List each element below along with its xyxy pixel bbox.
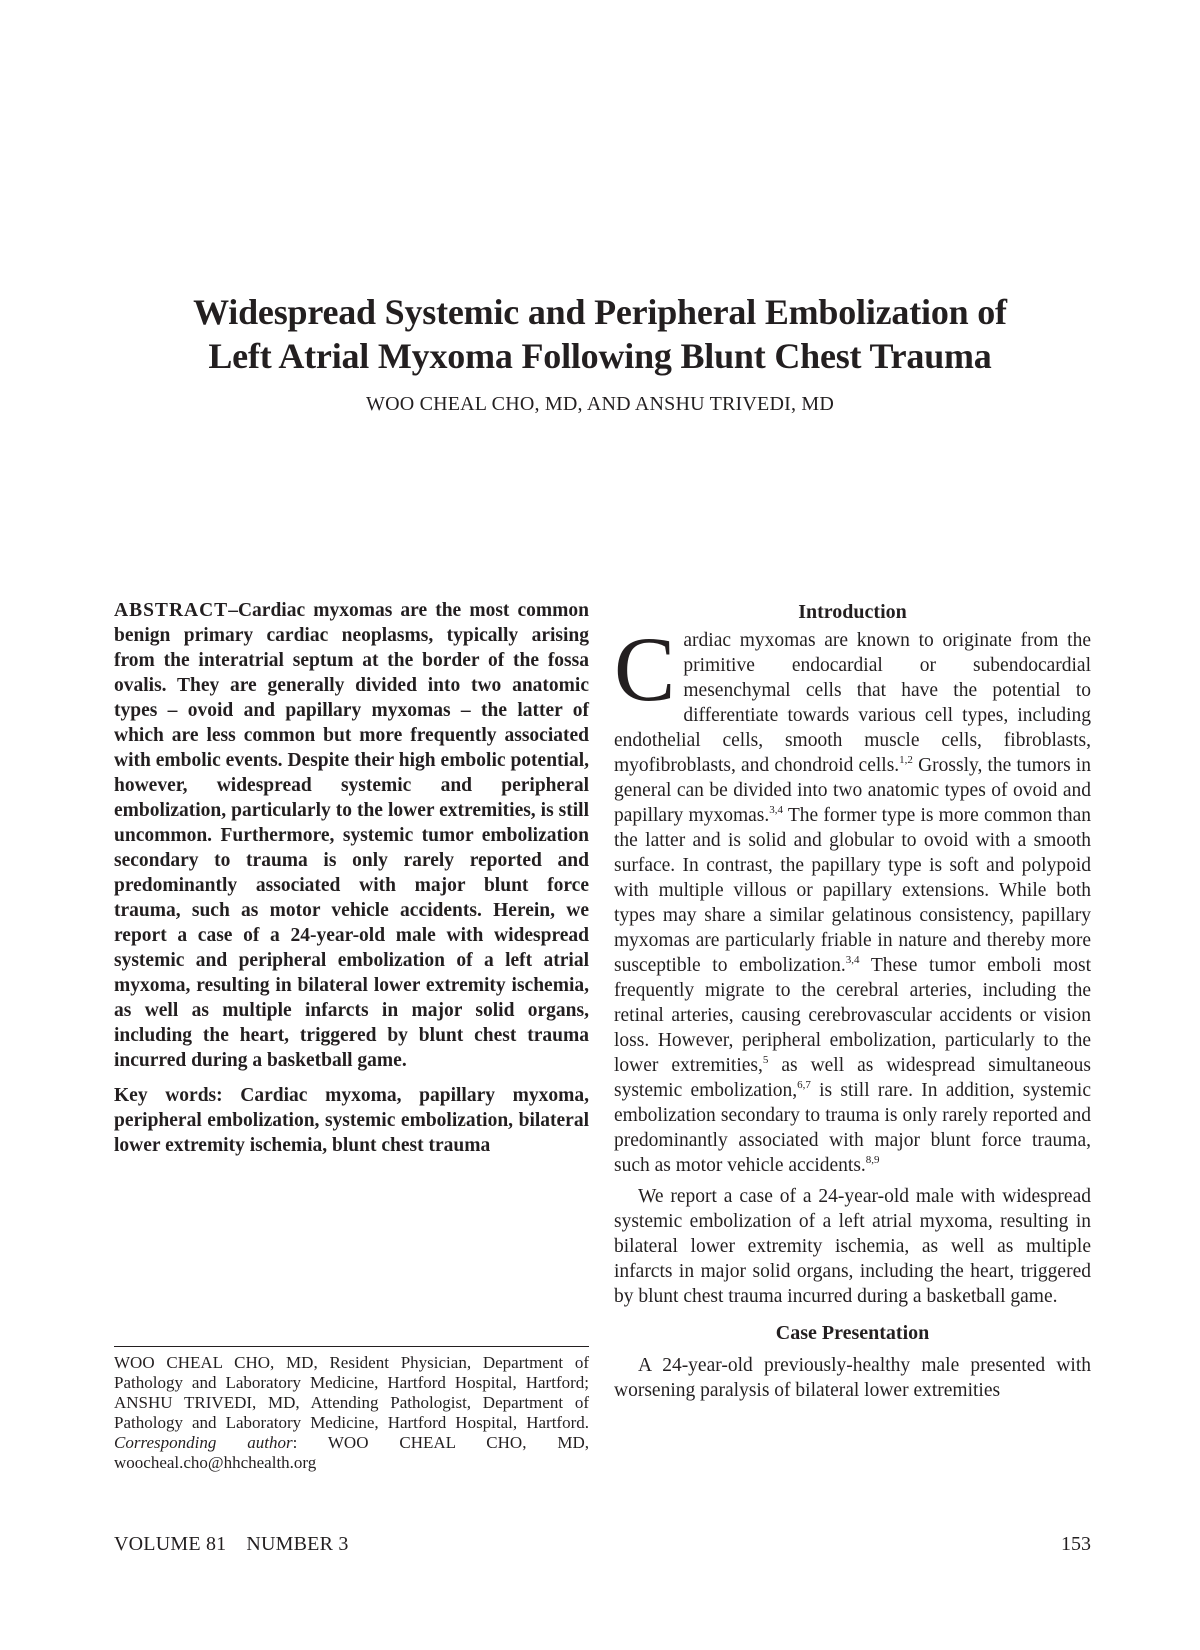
volume-label: VOLUME 81 <box>114 1533 227 1555</box>
footnote-contact: : WOO CHEAL CHO, MD, woocheal.cho@hhchealth.org <box>114 1433 589 1472</box>
abstract-separator: – <box>228 600 238 621</box>
citation-ref: 5 <box>762 1054 769 1066</box>
author-line: WOO CHEAL CHO, MD, AND ANSHU TRIVEDI, MD <box>366 393 834 415</box>
introduction-paragraph-1 <box>614 618 1091 1178</box>
abstract-label: ABSTRACT <box>114 600 229 621</box>
citation-ref: 8,9 <box>865 1154 880 1166</box>
case-presentation-heading: Case Presentation <box>775 1322 930 1344</box>
intro-text: Grossly, the tumors in general can be divided into two anatomic types of ovoid and papillary myxomas. <box>614 755 1091 826</box>
left-column <box>114 598 589 1158</box>
abstract-text: Cardiac myxomas are the most common benign primary cardiac neoplasms, typically arising from the interatrial septum at the border of the fossa ovalis. They are generally divided into two anatomic types – ovoid and papillary myxomas – the latter of which are less common but more frequently associated with embolic events. Despite their high embolic potential, however, widespread systemic and peripheral embolization, particularly to the lower extremities, is still uncommon. Furthermore, systemic tumor embolization secondary to trauma is only rarely reported and predominantly associated with major blunt force trauma, such as motor vehicle accidents. Herein, we report a case of a 24-year-old male with widespread systemic and peripheral embolization of a left atrial myxoma, resulting in bilateral lower extremity ischemia, as well as multiple infarcts in major solid organs, including the heart, triggered by blunt chest trauma incurred during a basketball game. <box>114 600 589 1071</box>
author-affiliation-footnote <box>114 1346 589 1473</box>
intro-text: ardiac myxomas are known to originate from the primitive endocardial or subendocardial mesenchymal cells that have the potential to differentiate towards various cell types, including endothelial cells, smooth muscle cells, fibroblasts, myofibroblasts, and chondroid cells. <box>614 630 1091 776</box>
introduction-paragraph-2: We report a case of a 24-year-old male with widespread systemic embolization of a left atrial myxoma, resulting in bilateral lower extremity ischemia, as well as multiple infarcts in major solid organs, including the heart, triggered by blunt chest trauma incurred during a basketball game. <box>614 1186 1091 1307</box>
intro-text: The former type is more common than the latter and is solid and globular to ovoid with a smooth surface. In contrast, the papillary type is soft and polypoid with multiple villous or papillary extensions. While both types may share a similar gelatinous consistency, papillary myxomas are particularly friable in nature and thereby more susceptible to embolization. <box>614 805 1091 976</box>
title-line-2: Left Atrial Myxoma Following Blunt Chest Trauma <box>208 336 992 376</box>
page-number: 153 <box>1061 1533 1091 1555</box>
number-label: NUMBER 3 <box>246 1533 349 1555</box>
citation-ref: 3,4 <box>769 804 783 816</box>
abstract <box>114 598 589 1073</box>
case-presentation-paragraph: A 24-year-old previously-healthy male presented with worsening paralysis of bilateral lower extremities <box>614 1355 1091 1401</box>
drop-cap: C <box>614 618 676 720</box>
article-header <box>0 290 1200 416</box>
intro-text: as well as widespread simultaneous systemic embolization, <box>614 1055 1091 1101</box>
article-title <box>0 290 1200 378</box>
citation-ref: 6,7 <box>797 1079 811 1091</box>
journal-issue <box>114 1532 349 1556</box>
introduction-heading: Introduction <box>798 601 907 623</box>
citation-ref: 1,2 <box>899 754 913 766</box>
intro-text: These tumor emboli most frequently migrate to the cerebral arteries, including the retinal arteries, causing cerebrovascular accidents or vision loss. However, peripheral embolization, particularly to the lower extremities, <box>614 955 1091 1076</box>
intro-text: is still rare. In addition, systemic embolization secondary to trauma is only rarely reported and predominantly associated with major blunt force trauma, such as motor vehicle accidents. <box>614 1080 1091 1176</box>
right-column <box>614 598 1091 1403</box>
title-line-1: Widespread Systemic and Peripheral Embolization of <box>193 292 1007 332</box>
footnote-text: WOO CHEAL CHO, MD, Resident Physician, Department of Pathology and Laboratory Medicine, Hartford Hospital, Hartford; ANSHU TRIVEDI, MD, Attending Pathologist, Department of Pathology and Laboratory Medicine, Hartford Hospital, Hartford. <box>114 1353 589 1432</box>
citation-ref: 3,4 <box>845 954 860 966</box>
corresponding-author-label: Corresponding author <box>114 1433 293 1452</box>
keywords: Key words: Cardiac myxoma, papillary myxoma, peripheral embolization, systemic embolization, bilateral lower extremity ischemia, blunt chest trauma <box>114 1085 589 1156</box>
